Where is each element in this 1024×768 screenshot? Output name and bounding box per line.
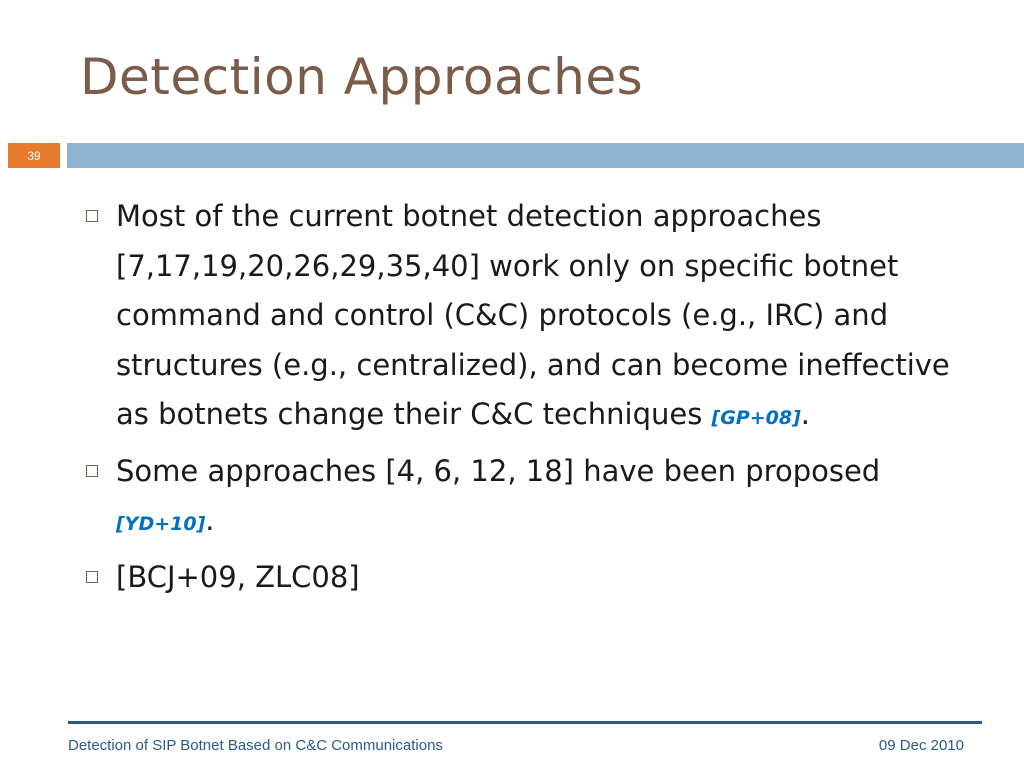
header-bar [67,143,1024,168]
footer-divider [68,721,982,724]
slide-content [86,192,986,605]
citation: [GP+08] [711,407,801,429]
bullet-item [86,192,986,444]
square-bullet-icon [86,210,98,222]
bullet-item [86,553,986,603]
footer-date: 09 Dec 2010 [878,737,964,754]
bullet-text: Some approaches [4, 6, 12, 18] have been proposed [116,453,881,488]
bullet-text: [BCJ+09, ZLC08] [116,559,360,594]
bullet-end: . [205,503,215,537]
slide-number: 39 [8,143,60,168]
page-title: Detection Approaches [80,48,644,106]
bullet-item [86,447,986,550]
citation: [YD+10] [116,513,206,535]
bullet-end: . [800,397,811,431]
bullet-text: Most of the current botnet detection approaches [7,17,19,20,26,29,35,40] work only on specific botnet command and control (C&C) protocols (e.g., IRC) and structures (e.g., centralized), and can become ineffective as botnets change their C&C techniques [116,199,950,431]
square-bullet-icon [86,571,98,583]
footer-title: Detection of SIP Botnet Based on C&C Communications [68,737,443,754]
square-bullet-icon [86,465,98,477]
